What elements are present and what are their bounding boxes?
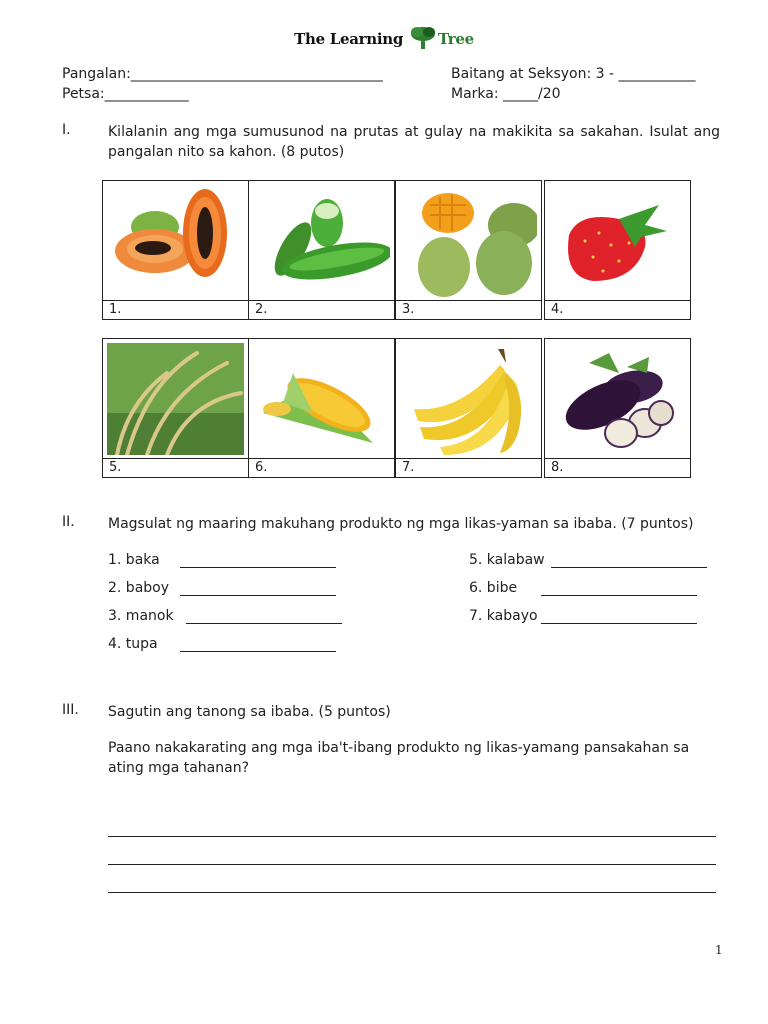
rice-image bbox=[107, 343, 244, 455]
box-label: 8. bbox=[545, 458, 690, 477]
answer-line[interactable] bbox=[180, 595, 336, 596]
ampalaya-image bbox=[253, 185, 390, 297]
score-field[interactable]: Marka: _____/20 bbox=[451, 86, 561, 102]
box-label: 4. bbox=[545, 300, 690, 319]
answer-line[interactable] bbox=[541, 623, 697, 624]
section-3-instructions: Sagutin ang tanong sa ibaba. (5 puntos) bbox=[108, 704, 391, 720]
eggplant-image bbox=[549, 343, 686, 455]
answer-line[interactable] bbox=[108, 892, 716, 893]
box-label: 2. bbox=[249, 300, 394, 319]
answer-line[interactable] bbox=[541, 595, 697, 596]
section-2-number: II. bbox=[62, 514, 75, 530]
box-label: 1. bbox=[103, 300, 248, 319]
strawberry-image bbox=[549, 185, 686, 297]
answer-line[interactable] bbox=[186, 623, 342, 624]
list-item[interactable]: 6. bibe bbox=[469, 580, 699, 596]
answer-line[interactable] bbox=[551, 567, 707, 568]
answer-box-2[interactable] bbox=[248, 180, 395, 320]
page-number: 1 bbox=[715, 943, 723, 957]
box-label: 5. bbox=[103, 458, 248, 477]
box-label: 3. bbox=[396, 300, 541, 319]
list-item[interactable]: 4. tupa bbox=[108, 636, 338, 652]
answer-line[interactable] bbox=[180, 567, 336, 568]
list-item[interactable]: 2. baboy bbox=[108, 580, 338, 596]
section-3-question: Paano nakakarating ang mga iba't-ibang produkto ng likas-yamang pansakahan sa ating mga tahanan? bbox=[108, 740, 690, 776]
answer-line[interactable] bbox=[108, 836, 716, 837]
section-2-instructions: Magsulat ng maaring makuhang produkto ng mga likas-yaman sa ibaba. (7 puntos) bbox=[108, 516, 694, 532]
section-1-number: I. bbox=[62, 122, 71, 138]
box-label: 7. bbox=[396, 458, 541, 477]
grade-section-field[interactable]: Baitang at Seksyon: 3 - ___________ bbox=[451, 66, 696, 82]
mango-image bbox=[400, 185, 537, 297]
answer-box-1[interactable] bbox=[102, 180, 249, 320]
logo-text: The Learning Tree bbox=[294, 30, 474, 48]
banana-image bbox=[400, 343, 537, 455]
name-field[interactable]: Pangalan:____________________________________ bbox=[62, 66, 383, 82]
answer-line[interactable] bbox=[180, 651, 336, 652]
answer-box-3[interactable] bbox=[395, 180, 542, 320]
papaya-image bbox=[107, 185, 244, 297]
answer-box-5[interactable] bbox=[102, 338, 249, 478]
tree-icon bbox=[409, 26, 437, 50]
box-label: 6. bbox=[249, 458, 394, 477]
list-item[interactable]: 1. baka bbox=[108, 552, 338, 568]
list-item[interactable]: 3. manok bbox=[108, 608, 342, 624]
logo bbox=[0, 26, 768, 50]
date-field[interactable]: Petsa:____________ bbox=[62, 86, 189, 102]
answer-box-8[interactable] bbox=[544, 338, 691, 478]
list-item[interactable]: 5. kalabaw bbox=[469, 552, 709, 568]
section-3-number: III. bbox=[62, 702, 79, 718]
answer-box-7[interactable] bbox=[395, 338, 542, 478]
answer-line[interactable] bbox=[108, 864, 716, 865]
corn-image bbox=[253, 343, 390, 455]
section-1-instructions: Kilalanin ang mga sumusunod na prutas at gulay na makikita sa sakahan. Isulat ang pangalan nito sa kahon. (8 putos) bbox=[108, 124, 720, 160]
list-item[interactable]: 7. kabayo bbox=[469, 608, 699, 624]
answer-box-6[interactable] bbox=[248, 338, 395, 478]
answer-box-4[interactable] bbox=[544, 180, 691, 320]
